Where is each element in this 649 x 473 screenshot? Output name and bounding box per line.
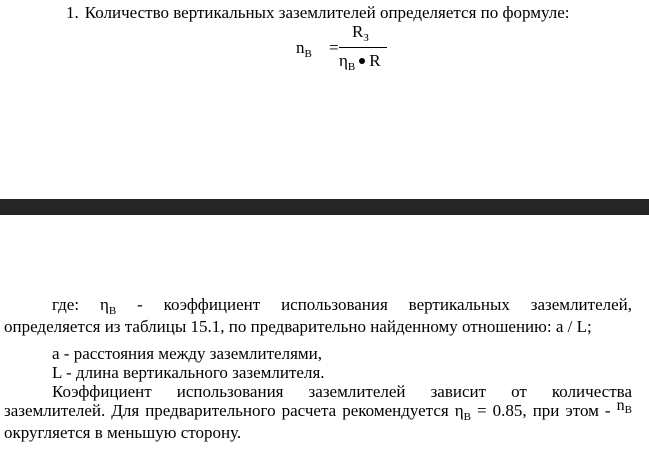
paragraph-a-definition: а - расстояния между заземлителями, <box>52 344 322 363</box>
formula-den-right: R <box>369 51 381 70</box>
paragraph-eta-definition <box>4 295 632 336</box>
page-top-section <box>0 0 649 199</box>
formula-den-symbol: η <box>339 51 348 70</box>
paragraph-l-definition: L - длина вертикального заземлителя. <box>52 363 325 382</box>
p4-mid: = 0.85, при этом - <box>470 401 617 420</box>
formula-denominator <box>339 51 381 71</box>
formula-lhs-subscript: В <box>304 48 312 60</box>
formula-equals: = <box>329 38 339 57</box>
formula-numerator <box>352 22 369 42</box>
formula-lhs <box>296 38 312 58</box>
p1-eta-subscript: В <box>108 305 117 317</box>
p4-n-symbol-group <box>617 397 632 414</box>
fraction-bar <box>339 47 387 48</box>
item-text: Количество вертикальных заземлителей определяется по формуле: <box>84 3 570 22</box>
p4-start: Коэффициент использования заземлителей зависит от количества заземлителей. Для предварительного расчета рекомендуется <box>4 382 632 420</box>
p4-eta-subscript: В <box>463 411 471 423</box>
formula-numerator-symbol: R <box>352 22 364 41</box>
p1-start: где: <box>52 295 100 314</box>
p4-eta-symbol: η <box>454 401 464 420</box>
p4-n-symbol: n <box>616 397 625 414</box>
formula-lhs-symbol: n <box>296 38 305 57</box>
formula-den-subscript: В <box>347 61 356 73</box>
numbered-item-1 <box>66 3 570 23</box>
paragraph-coefficient <box>4 382 632 442</box>
p1-eta-symbol: η <box>99 295 109 314</box>
p4-n-subscript: В <box>624 404 632 416</box>
item-number: 1. <box>66 3 79 22</box>
multiply-dot-icon <box>359 58 365 64</box>
p1-rest: - коэффициент использования вертикальных заземлителей, определяется из таблицы 15.1, по предварительно найденному отношению: а / L; <box>4 295 633 336</box>
formula-numerator-subscript: З <box>363 32 369 44</box>
body-text <box>4 295 632 442</box>
page-bottom-section <box>0 215 649 473</box>
p4-end: округляется в меньшую сторону. <box>4 423 242 442</box>
page-separator-band <box>0 199 649 215</box>
